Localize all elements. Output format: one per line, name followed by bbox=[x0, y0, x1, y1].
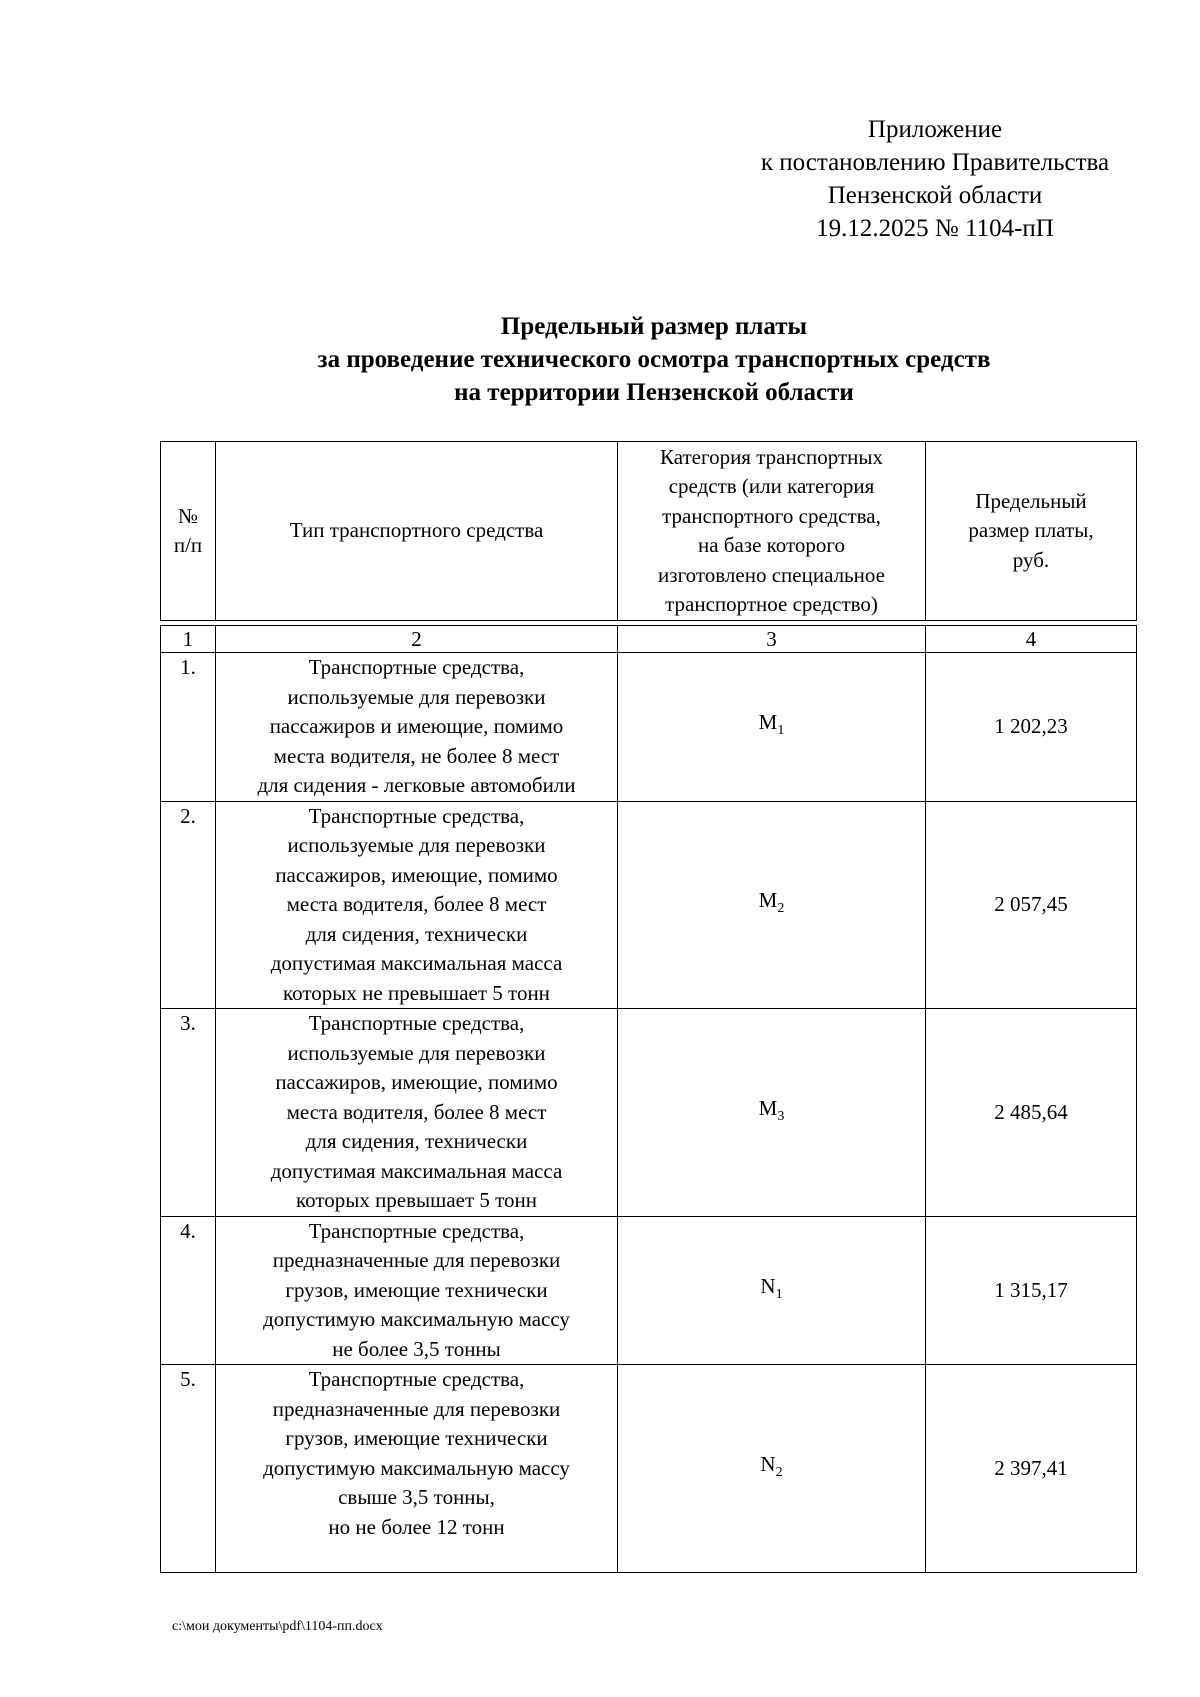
type-line: места водителя, более 8 мест bbox=[286, 1099, 547, 1124]
row-category bbox=[618, 1216, 926, 1365]
column-number: 4 bbox=[926, 626, 1137, 653]
type-line: которых превышает 5 тонн bbox=[295, 1188, 538, 1212]
column-number: 3 bbox=[618, 626, 926, 653]
row-category bbox=[618, 653, 926, 802]
type-line: предназначенные для перевозки bbox=[272, 1248, 561, 1272]
row-category bbox=[618, 1365, 926, 1573]
file-path-footer: c:\мои документы\pdf\1104-пп.docx bbox=[172, 1619, 383, 1634]
header-fee-line: Предельный bbox=[975, 488, 1087, 513]
header-category-line: Категория транспортных bbox=[659, 444, 884, 469]
category-subscript: 1 bbox=[777, 723, 785, 738]
title-line-3: на территории Пензенской области bbox=[454, 379, 854, 406]
row-fee: 1 202,23 bbox=[926, 653, 1137, 802]
category-letter: N bbox=[760, 1451, 776, 1476]
category-letter: M bbox=[758, 1095, 778, 1120]
table-header-row bbox=[161, 442, 1137, 621]
type-line: Транспортные средства, bbox=[308, 803, 525, 828]
table-row bbox=[161, 1365, 1137, 1573]
column-number: 1 bbox=[161, 626, 216, 653]
type-line: Транспортные средства, bbox=[308, 655, 525, 679]
table-row bbox=[161, 1009, 1137, 1217]
category-subscript: 2 bbox=[777, 901, 785, 916]
category-letter: M bbox=[758, 888, 778, 912]
type-line: места водителя, не более 8 мест bbox=[273, 743, 560, 768]
row-type bbox=[216, 653, 618, 802]
row-number: 4. bbox=[161, 1216, 216, 1365]
title-line-2: за проведение технического осмотра транспортных средств bbox=[317, 346, 991, 373]
type-line: для сидения, технически bbox=[305, 921, 528, 946]
header-num-line-2: п/п bbox=[173, 533, 203, 557]
row-type bbox=[216, 1009, 618, 1217]
type-line: предназначенные для перевозки bbox=[272, 1396, 561, 1421]
row-number: 3. bbox=[161, 1009, 216, 1217]
header-num bbox=[161, 442, 216, 621]
header-category-line: транспортное средство) bbox=[665, 592, 878, 616]
category-subscript: 3 bbox=[777, 1108, 785, 1124]
row-category bbox=[618, 1009, 926, 1217]
type-line: которых не превышает 5 тонн bbox=[283, 980, 550, 1005]
table-row bbox=[161, 1216, 1137, 1365]
appendix-line-4: 19.12.2025 № 1104-пП bbox=[816, 215, 1054, 242]
type-line bbox=[220, 1542, 613, 1572]
header-type: Тип транспортного средства bbox=[216, 442, 618, 621]
row-fee: 2 397,41 bbox=[926, 1365, 1137, 1573]
header-category-line: на базе которого bbox=[697, 533, 846, 557]
appendix-line-3: Пензенской области bbox=[827, 182, 1043, 209]
row-type bbox=[216, 1216, 618, 1365]
table-row bbox=[161, 801, 1137, 1009]
header-category-line: изготовлено специальное bbox=[658, 562, 885, 587]
category-letter: M bbox=[758, 710, 778, 734]
document-title bbox=[160, 310, 1148, 409]
type-line: допустимую максимальную массу bbox=[263, 1307, 570, 1331]
type-line: используемые для перевозки bbox=[287, 684, 546, 709]
type-line: Транспортные средства, bbox=[308, 1218, 525, 1243]
row-number: 5. bbox=[161, 1365, 216, 1573]
type-line: грузов, имеющие технически bbox=[285, 1426, 548, 1450]
type-line: используемые для перевозки bbox=[287, 1040, 546, 1065]
header-category-line: транспортного средства, bbox=[662, 503, 881, 528]
category-subscript: 2 bbox=[775, 1464, 783, 1480]
header-category bbox=[618, 442, 926, 621]
row-number: 2. bbox=[161, 801, 216, 1009]
header-fee bbox=[926, 442, 1137, 621]
appendix-block bbox=[735, 113, 1135, 245]
row-category bbox=[618, 801, 926, 1009]
type-line: но не более 12 тонн bbox=[328, 1514, 505, 1539]
column-number: 2 bbox=[216, 626, 618, 653]
type-line: для сидения, технически bbox=[305, 1129, 528, 1153]
category-subscript: 1 bbox=[775, 1286, 783, 1302]
row-fee: 1 315,17 bbox=[926, 1216, 1137, 1365]
appendix-line-2: к постановлению Правительства bbox=[760, 149, 1110, 176]
title-line-1: Предельный размер платы bbox=[500, 313, 808, 340]
row-type bbox=[216, 801, 618, 1009]
header-fee-line: руб. bbox=[1012, 547, 1050, 572]
row-fee: 2 057,45 bbox=[926, 801, 1137, 1009]
type-line: места водителя, более 8 мест bbox=[286, 892, 547, 916]
header-fee-line: размер платы, bbox=[968, 518, 1094, 543]
type-line: допустимую максимальную массу bbox=[263, 1455, 570, 1480]
type-line: допустимая максимальная масса bbox=[270, 1158, 563, 1183]
category-letter: N bbox=[760, 1273, 776, 1298]
type-line: для сидения - легковые автомобили bbox=[257, 773, 576, 797]
type-line: пассажиров, имеющие, помимо bbox=[275, 1070, 558, 1094]
type-line: используемые для перевозки bbox=[287, 833, 546, 857]
type-line: не более 3,5 тонны bbox=[332, 1336, 501, 1361]
type-line: пассажиров, имеющие, помимо bbox=[275, 862, 558, 887]
row-type bbox=[216, 1365, 618, 1573]
header-category-line: средств (или категория bbox=[668, 474, 875, 498]
table-row bbox=[161, 653, 1137, 802]
appendix-line-1: Приложение bbox=[867, 116, 1003, 143]
row-number: 1. bbox=[161, 653, 216, 802]
fee-table bbox=[160, 441, 1137, 1573]
column-number-row bbox=[161, 626, 1137, 653]
type-line: Транспортные средства, bbox=[308, 1011, 525, 1035]
type-line: свыше 3,5 тонны, bbox=[338, 1485, 495, 1509]
type-line: допустимая максимальная масса bbox=[270, 951, 563, 975]
type-line: пассажиров и имеющие, помимо bbox=[269, 714, 564, 738]
type-line: Транспортные средства, bbox=[308, 1367, 525, 1391]
row-fee: 2 485,64 bbox=[926, 1009, 1137, 1217]
header-num-line-1: № bbox=[177, 503, 199, 528]
type-line: грузов, имеющие технически bbox=[285, 1277, 548, 1302]
